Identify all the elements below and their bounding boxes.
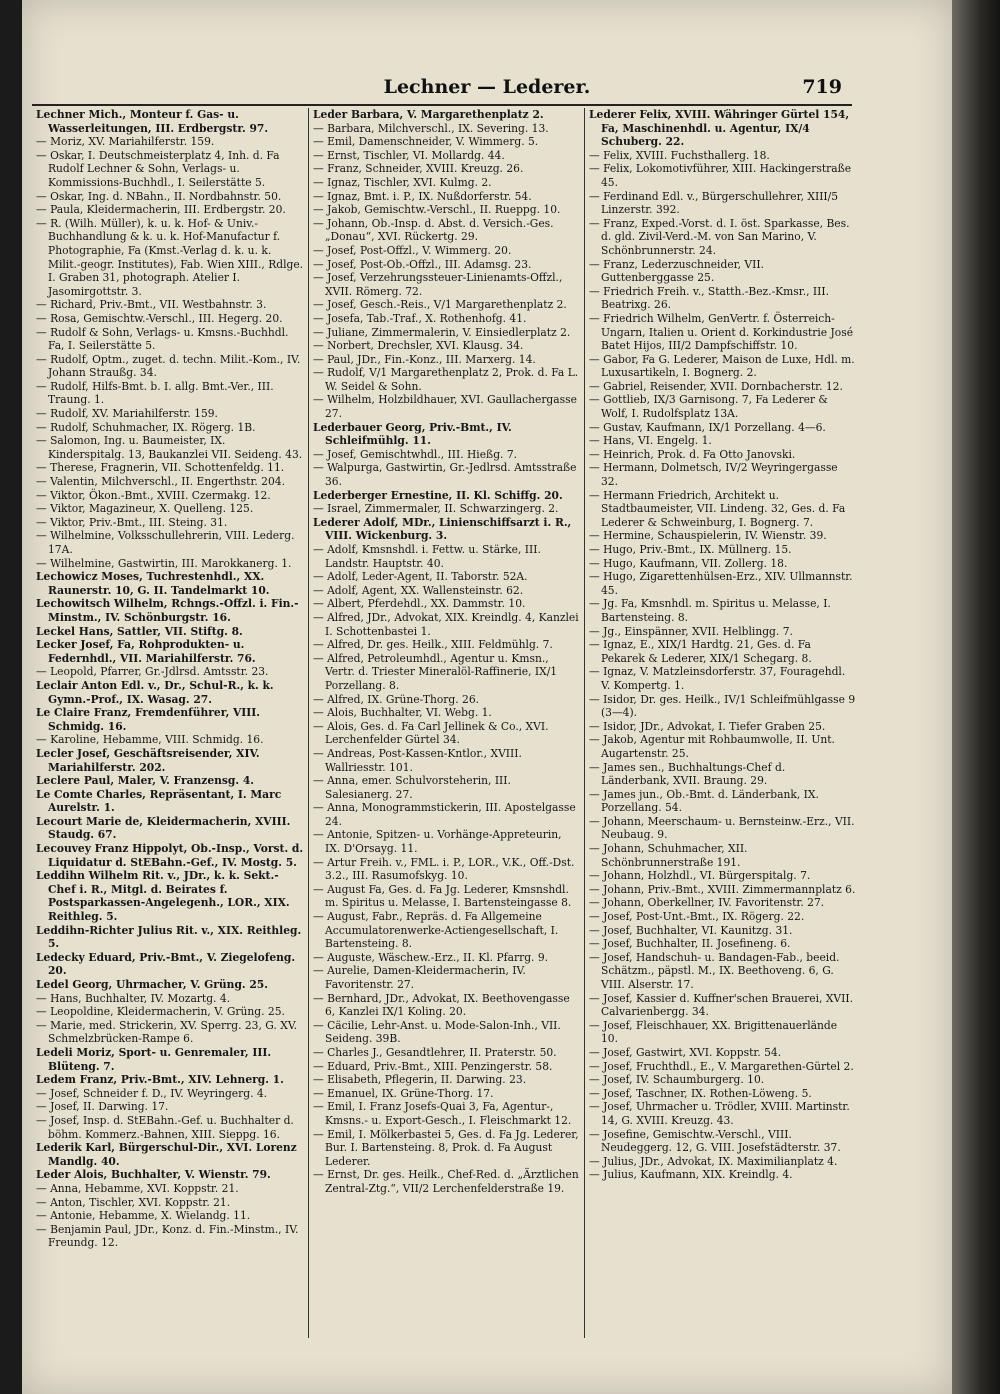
- directory-entry: — Ignaz, V. Matzleinsdorferstr. 37, Fouragehdl. V. Kompertg. 1.: [589, 665, 846, 692]
- directory-entry: — Hugo, Zigarettenhülsen-Erz., XIV. Ullmannstr. 45.: [589, 570, 853, 597]
- directory-entry: — Josef, Taschner, IX. Rothen-Löweng. 5.: [589, 1086, 812, 1100]
- directory-entry: — Felix, Lokomotivführer, XIII. Hackingerstraße 45.: [589, 162, 852, 189]
- directory-entry: Ledel Georg, Uhrmacher, V. Grüng. 25.: [36, 978, 268, 991]
- directory-entry: — Rudolf, XV. Mariahilferstr. 159.: [36, 407, 218, 421]
- directory-entry: — Julius, JDr., Advokat, IX. Maximilianplatz 4.: [589, 1154, 838, 1168]
- directory-entry: Lederer Adolf, MDr., Linienschiffsarzt i. R., VIII. Wickenburg. 3.: [313, 515, 572, 543]
- page-number: 719: [802, 76, 842, 98]
- directory-entry: — Ignaz, Bmt. i. P., IX. Nußdorferstr. 54.: [313, 189, 532, 203]
- directory-entry: — Anna, Monogrammstickerin, III. Apostelgasse 24.: [313, 801, 576, 828]
- directory-entry: — Adolf, Leder-Agent, II. Taborstr. 52A.: [313, 570, 528, 584]
- directory-entry: — Juliane, Zimmermalerin, V. Einsiedlerplatz 2.: [313, 325, 571, 339]
- directory-entry: Ledem Franz, Priv.-Bmt., XIV. Lehnerg. 1.: [36, 1073, 284, 1087]
- directory-entry: — Johann, Meerschaum- u. Bernsteinw.-Erz., VII. Neubaug. 9.: [589, 814, 855, 842]
- directory-entry: — Viktor, Ökon.-Bmt., XVIII. Czermakg. 12.: [36, 488, 271, 502]
- directory-entry: — Jg., Einspänner, XVII. Helblingg. 7.: [589, 624, 793, 638]
- directory-entry: — Hermann, Dolmetsch, IV/2 Weyringergasse 32.: [589, 461, 838, 489]
- directory-columns: [32, 108, 862, 1338]
- directory-entry: — Charles J., Gesandtlehrer, II. Praterstr. 50.: [313, 1045, 557, 1059]
- directory-entry: — Gabriel, Reisender, XVII. Dornbacherstr. 12.: [589, 379, 843, 393]
- directory-entry: — Josef, Verzehrungssteuer-Linienamts-Offzl., XVII. Römerg. 72.: [313, 271, 563, 298]
- directory-entry: Leclair Anton Edl. v., Dr., Schul-R., k. k. Gymn.-Prof., IX. Wasag. 27.: [36, 678, 274, 706]
- directory-entry: — Jg. Fa, Kmsnhdl. m. Spiritus u. Melasse, I. Bartensteing. 8.: [589, 597, 831, 624]
- directory-entry: Lederbauer Georg, Priv.-Bmt., IV. Schleifmühlg. 11.: [313, 420, 512, 448]
- directory-entry: — Josef, Fleischhauer, XX. Brigittenauerlände 10.: [589, 1018, 838, 1046]
- directory-entry: — Benjamin Paul, JDr., Konz. d. Fin.-Minstm., IV. Freundg. 12.: [36, 1222, 299, 1250]
- directory-entry: — Auguste, Wäschew.-Erz., II. Kl. Pfarrg. 9.: [313, 950, 549, 964]
- directory-entry: — James jun., Ob.-Bmt. d. Länderbank, IX. Porzellang. 54.: [589, 787, 819, 815]
- directory-entry: Lechowicz Moses, Tuchrestenhdl., XX. Raunerstr. 10, G. II. Tandelmarkt 10.: [36, 570, 270, 597]
- directory-entry: — Rudolf, Hilfs-Bmt. b. I. allg. Bmt.-Ver., III. Traung. 1.: [36, 379, 274, 407]
- directory-entry: — Norbert, Drechsler, XVI. Klausg. 34.: [313, 339, 524, 353]
- directory-entry: — Salomon, Ing. u. Baumeister, IX. Kinderspitalg. 13, Baukanzlei VII. Seideng. 43.: [36, 434, 303, 461]
- directory-entry: — Jakob, Agentur mit Rohbaumwolle, II. Unt. Augartenstr. 25.: [589, 733, 835, 760]
- directory-entry: — Josef, Gemischtwhdl., III. Hießg. 7.: [313, 447, 518, 461]
- directory-entry: — Bernhard, JDr., Advokat, IX. Beethovengasse 6, Kanzlei IX/1 Koling. 20.: [313, 991, 570, 1019]
- directory-entry: — Josef, Gesch.-Reis., V/1 Margarethenplatz 2.: [313, 298, 567, 312]
- directory-entry: — Ignaz, E., XIX/1 Hardtg. 21, Ges. d. Fa Pekarek & Lederer, XIX/1 Schegarg. 8.: [589, 638, 812, 665]
- directory-entry: — Rudolf, Schuhmacher, IX. Rögerg. 1B.: [36, 420, 256, 434]
- directory-entry: — Walpurga, Gastwirtin, Gr.-Jedlrsd. Amtsstraße 36.: [313, 461, 577, 489]
- directory-entry: — R. (Wilh. Müller), k. u. k. Hof- & Univ.-Buchhandlung & k. u. k. Hof-Manufactur f. Photographie, Fa (Kmst.-Verlag d. k. u. k. Milit.-geogr. Institutes), Fab. Wien XIII., Rdlge. I. Graben 31, photograph. Atelier I. Jasomirgottstr. 3.: [36, 216, 304, 298]
- directory-entry: — August Fa, Ges. d. Fa Jg. Lederer, Kmsnshdl. m. Spiritus u. Melasse, I. Bartensteingasse 8.: [313, 882, 572, 910]
- directory-entry: — Johann, Holzhdl., VI. Bürgerspitalg. 7.: [589, 869, 811, 883]
- directory-entry: — Oskar, Ing. d. NBahn., II. Nordbahnstr. 50.: [36, 189, 282, 203]
- directory-entry: — Josef, Uhrmacher u. Trödler, XVIII. Martinstr. 14, G. XVIII. Kreuzg. 43.: [589, 1100, 850, 1127]
- directory-entry: — Julius, Kaufmann, XIX. Kreindlg. 4.: [589, 1168, 793, 1182]
- directory-entry: — Josef, Gastwirt, XVI. Koppstr. 54.: [589, 1045, 782, 1059]
- directory-entry: Leder Barbara, V. Margarethenplatz 2.: [313, 108, 544, 121]
- directory-entry: — Hans, VI. Engelg. 1.: [589, 434, 712, 448]
- directory-column-middle: [308, 108, 584, 1338]
- directory-entry: — Emanuel, IX. Grüne-Thorg. 17.: [313, 1086, 494, 1100]
- directory-entry: — Albert, Pferdehdl., XX. Dammstr. 10.: [313, 597, 526, 611]
- directory-entry: Lecler Josef, Geschäftsreisender, XIV. Mariahilferstr. 202.: [36, 746, 260, 774]
- directory-entry: — Hermine, Schauspielerin, IV. Wienstr. 39.: [589, 529, 827, 543]
- running-head: Lechner — Lederer.: [383, 76, 591, 98]
- header-rule: [32, 104, 852, 106]
- directory-entry: — Valentin, Milchverschl., II. Engerthstr. 204.: [36, 475, 285, 489]
- directory-entry: — Ferdinand Edl. v., Bürgerschullehrer, XIII/5 Linzerstr. 392.: [589, 189, 839, 217]
- directory-entry: — Franz, Lederzuschneider, VII. Guttenberggasse 25.: [589, 257, 764, 285]
- directory-entry: — Josef, Handschuh- u. Bandagen-Fab., beeid. Schätzm., päpstl. M., IX. Beethoveng. 6, G. VIII. Alserstr. 17.: [589, 950, 840, 991]
- directory-entry: — Israel, Zimmermaler, II. Schwarzingerg. 2.: [313, 502, 559, 516]
- directory-entry: — Josef, Post-Ob.-Offzl., III. Adamsg. 23.: [313, 257, 532, 271]
- directory-entry: — Wilhelmine, Volksschullehrerin, VIII. Lederg. 17A.: [36, 529, 295, 556]
- directory-entry: — Josefine, Gemischtw.-Verschl., VIII. Neudeggerg. 12, G. VIII. Josefstädterstr. 37.: [589, 1127, 841, 1155]
- directory-entry: — Johann, Oberkellner, IV. Favoritenstr. 27.: [589, 896, 825, 910]
- directory-entry: — Gabor, Fa G. Lederer, Maison de Luxe, Hdl. m. Luxusartikeln, I. Bognerg. 2.: [589, 352, 855, 380]
- directory-entry: — Friedrich Wilhelm, GenVertr. f. Österreich-Ungarn, Italien u. Orient d. Korkindustrie José Batet Hijos, III/2 Dampfschiffstr. 10.: [589, 311, 854, 353]
- directory-entry: — Antonie, Spitzen- u. Vorhänge-Appreteurin, IX. D'Orsayg. 11.: [313, 828, 562, 856]
- directory-entry: Le Comte Charles, Repräsentant, I. Marc Aurelstr. 1.: [36, 787, 282, 815]
- directory-entry: — Josef, Buchhalter, II. Josefineng. 6.: [589, 937, 791, 951]
- directory-column-left: [32, 108, 308, 1338]
- directory-entry: Leder Alois, Buchhalter, V. Wienstr. 79.: [36, 1168, 271, 1182]
- directory-entry: — Gustav, Kaufmann, IX/1 Porzellang. 4—6.: [589, 420, 826, 434]
- directory-entry: — Eduard, Priv.-Bmt., XIII. Penzingerstr. 58.: [313, 1059, 553, 1073]
- directory-entry: — Emil, Damenschneider, V. Wimmerg. 5.: [313, 135, 539, 149]
- directory-entry: — Paula, Kleidermacherin, III. Erdbergstr. 20.: [36, 203, 286, 217]
- directory-entry: — Hugo, Priv.-Bmt., IX. Müllnerg. 15.: [589, 543, 792, 556]
- directory-entry: — Johann, Schuhmacher, XII. Schönbrunnerstraße 191.: [589, 842, 748, 869]
- directory-entry: — Franz, Schneider, XVIII. Kreuzg. 26.: [313, 162, 524, 176]
- directory-entry: — August, Fabr., Repräs. d. Fa Allgemeine Accumulatorenwerke-Actiengesellschaft, I. Bartensteing. 8.: [313, 910, 559, 951]
- directory-entry: Lecouvey Franz Hippolyt, Ob.-Insp., Vorst. d. Liquidatur d. StEBahn.-Gef., IV. Mostg. 5.: [36, 842, 304, 869]
- directory-entry: — Jakob, Gemischtw.-Verschl., II. Rueppg. 10.: [313, 203, 561, 217]
- directory-entry: — Antonie, Hebamme, X. Wielandg. 11.: [36, 1209, 251, 1223]
- directory-entry: — Josef, Kassier d. Kuffner'schen Brauerei, XVII. Calvarienbergg. 34.: [589, 991, 853, 1019]
- directory-entry: — Josefa, Tab.-Traf., X. Rothenhofg. 41.: [313, 311, 527, 325]
- directory-entry: — Wilhelmine, Gastwirtin, III. Marokkanerg. 1.: [36, 556, 292, 570]
- directory-entry: — Leopoldine, Kleidermacherin, V. Grüng. 25.: [36, 1005, 285, 1019]
- directory-entry: — Paul, JDr., Fin.-Konz., III. Marxerg. 14.: [313, 352, 536, 366]
- directory-entry: — Oskar, I. Deutschmeisterplatz 4, Inh. d. Fa Rudolf Lechner & Sohn, Verlags- u. Kommissions-Buchhdl., I. Seilerstätte 5.: [36, 148, 280, 189]
- directory-entry: — Johann, Priv.-Bmt., XVIII. Zimmermannplatz 6.: [589, 882, 856, 896]
- directory-entry: Leckel Hans, Sattler, VII. Stiftg. 8.: [36, 624, 243, 638]
- directory-entry: — Aurelie, Damen-Kleidermacherin, IV. Favoritenstr. 27.: [313, 964, 526, 991]
- directory-entry: — Hermann Friedrich, Architekt u. Stadtbaumeister, VII. Lindeng. 32, Ges. d. Fa Lederer & Schweinburg, I. Bognerg. 7.: [589, 488, 846, 529]
- directory-entry: — Therese, Fragnerin, VII. Schottenfeldg. 11.: [36, 461, 285, 475]
- directory-entry: Lederik Karl, Bürgerschul-Dir., XVI. Lorenz Mandlg. 40.: [36, 1141, 297, 1168]
- directory-entry: — Artur Freih. v., FML. i. P., LOR., V.K., Off.-Dst. 3.2., III. Rasumofskyg. 10.: [313, 855, 575, 883]
- directory-entry: Ledeli Moriz, Sport- u. Genremaler, III. Blüteng. 7.: [36, 1045, 272, 1073]
- directory-entry: — Josef, Post-Offzl., V. Wimmerg. 20.: [313, 243, 512, 257]
- directory-entry: — Ernst, Tischler, VI. Mollardg. 44.: [313, 148, 505, 162]
- directory-entry: — Josef, Schneider f. D., IV. Weyringerg. 4.: [36, 1086, 268, 1100]
- directory-entry: Ledecky Eduard, Priv.-Bmt., V. Ziegelofeng. 20.: [36, 950, 296, 978]
- directory-entry: — Rudolf, V/1 Margarethenplatz 2, Prok. d. Fa L. W. Seidel & Sohn.: [313, 366, 579, 393]
- directory-entry: — Johann, Ob.-Insp. d. Abst. d. Versich.-Ges. „Donau“, XVI. Rückertg. 29.: [313, 216, 554, 244]
- directory-entry: Lechner Mich., Monteur f. Gas- u. Wasserleitungen, III. Erdbergstr. 97.: [36, 108, 269, 135]
- directory-entry: Leddihn-Richter Julius Rit. v., XIX. Reithleg. 5.: [36, 923, 302, 951]
- directory-entry: — Anna, Hebamme, XVI. Koppstr. 21.: [36, 1181, 239, 1195]
- directory-entry: — Felix, XVIII. Fuchsthallerg. 18.: [589, 148, 770, 162]
- directory-entry: — Emil, I. Franz Josefs-Quai 3, Fa, Agentur-, Kmsns.- u. Export-Gesch., I. Fleischmarkt 12.: [313, 1100, 572, 1127]
- directory-entry: — Isidor, JDr., Advokat, I. Tiefer Graben 25.: [589, 719, 826, 733]
- directory-entry: — James sen., Buchhaltungs-Chef d. Länderbank, XVII. Braung. 29.: [589, 760, 786, 788]
- directory-entry: — Alfred, Petroleumhdl., Agentur u. Kmsn., Vertr. d. Triester Mineralöl-Raffinerie, IX/1 Porzellang. 8.: [313, 651, 558, 692]
- directory-entry: — Gottlieb, IX/3 Garnisong. 7, Fa Lederer & Wolf, I. Rudolfsplatz 13A.: [589, 393, 828, 421]
- directory-entry: — Adolf, Kmsnshdl. i. Fettw. u. Stärke, III. Landstr. Hauptstr. 40.: [313, 543, 541, 570]
- directory-entry: Lecker Josef, Fa, Rohprodukten- u. Federnhdl., VII. Mariahilferstr. 76.: [36, 638, 256, 665]
- directory-entry: Le Claire Franz, Fremdenführer, VIII. Schmidg. 16.: [36, 706, 261, 733]
- directory-entry: Lecourt Marie de, Kleidermacherin, XVIII. Staudg. 67.: [36, 814, 291, 842]
- directory-entry: — Andreas, Post-Kassen-Kntlor., XVIII. Wallriesstr. 101.: [313, 746, 522, 774]
- directory-entry: — Richard, Priv.-Bmt., VII. Westbahnstr. 3.: [36, 298, 267, 312]
- directory-entry: — Barbara, Milchverschl., IX. Severing. 13.: [313, 121, 549, 135]
- directory-entry: — Heinrich, Prok. d. Fa Otto Janovski.: [589, 447, 796, 461]
- directory-entry: — Josef, II. Darwing. 17.: [36, 1100, 169, 1114]
- directory-entry: Leclere Paul, Maler, V. Franzensg. 4.: [36, 774, 255, 788]
- book-page-edge: [952, 0, 1000, 1394]
- directory-entry: Lederer Felix, XVIII. Währinger Gürtel 154, Fa, Maschinenhdl. u. Agentur, IX/4 Schuberg. 22.: [589, 108, 850, 149]
- directory-entry: — Josef, Buchhalter, VI. Kaunitzg. 31.: [589, 923, 793, 937]
- directory-entry: Lechowitsch Wilhelm, Rchngs.-Offzl. i. Fin.-Minstm., IV. Schönburgstr. 16.: [36, 597, 299, 624]
- directory-entry: — Viktor, Magazineur, X. Quelleng. 125.: [36, 502, 254, 516]
- directory-entry: — Alfred, Dr. ges. Heilk., XIII. Feldmühlg. 7.: [313, 638, 553, 652]
- directory-entry: — Hugo, Kaufmann, VII. Zollerg. 18.: [589, 556, 788, 570]
- directory-entry: — Franz, Exped.-Vorst. d. I. öst. Sparkasse, Bes. d. gld. Zivil-Verd.-M. von San Marino, V. Schönbrunnerstr. 24.: [589, 216, 850, 257]
- directory-entry: — Friedrich Freih. v., Statth.-Bez.-Kmsr., III. Beatrixg. 26.: [589, 284, 829, 312]
- directory-entry: — Adolf, Agent, XX. Wallensteinstr. 62.: [313, 583, 524, 597]
- directory-entry: — Cäcilie, Lehr-Anst. u. Mode-Salon-Inh., VII. Seideng. 39B.: [313, 1018, 561, 1046]
- directory-entry: — Ernst, Dr. ges. Heilk., Chef-Red. d. „Ärztlichen Zentral-Ztg.“, VII/2 Lerchenfelderstraße 19.: [313, 1168, 579, 1195]
- directory-entry: — Alois, Ges. d. Fa Carl Jellinek & Co., XVI. Lerchenfelder Gürtel 34.: [313, 719, 549, 747]
- directory-entry: — Alfred, JDr., Advokat, XIX. Kreindlg. 4, Kanzlei I. Schottenbastei 1.: [313, 610, 579, 638]
- directory-entry: — Karoline, Hebamme, VIII. Schmidg. 16.: [36, 733, 264, 747]
- directory-entry: — Isidor, Dr. ges. Heilk., IV/1 Schleifmühlgasse 9 (3—4).: [589, 692, 856, 720]
- directory-entry: — Josef, Insp. d. StEBahn.-Gef. u. Buchhalter d. böhm. Kommerz.-Bahnen, XIII. Sieppg. 16.: [36, 1113, 294, 1141]
- directory-entry: — Josef, IV. Schaumburgerg. 10.: [589, 1073, 765, 1087]
- directory-entry: — Alois, Buchhalter, VI. Webg. 1.: [313, 706, 492, 720]
- directory-entry: — Leopold, Pfarrer, Gr.-Jdlrsd. Amtsstr. 23.: [36, 665, 269, 679]
- directory-entry: — Anna, emer. Schulvorsteherin, III. Salesianerg. 27.: [313, 774, 511, 801]
- directory-column-right: [584, 108, 860, 1338]
- directory-entry: — Elisabeth, Pflegerin, II. Darwing. 23.: [313, 1073, 527, 1087]
- directory-entry: — Rudolf, Optm., zuget. d. techn. Milit.-Kom., IV. Johann Straußg. 34.: [36, 352, 301, 380]
- directory-entry: — Wilhelm, Holzbildhauer, XVI. Gaullachergasse 27.: [313, 393, 577, 421]
- directory-entry: — Ignaz, Tischler, XVI. Kulmg. 2.: [313, 175, 492, 189]
- directory-entry: — Rosa, Gemischtw.-Verschl., III. Hegerg. 20.: [36, 311, 283, 325]
- directory-entry: Leddihn Wilhelm Rit. v., JDr., k. k. Sekt.-Chef i. R., Mitgl. d. Beirates f. Postsparkassen-Angelegenh., LOR., XIX. Reithleg. 5.: [36, 869, 290, 924]
- directory-entry: — Anton, Tischler, XVI. Koppstr. 21.: [36, 1195, 231, 1209]
- directory-entry: — Marie, med. Strickerin, XV. Sperrg. 23, G. XV. Schmelzbrücken-Rampe 6.: [36, 1018, 298, 1046]
- directory-entry: — Rudolf & Sohn, Verlags- u. Kmsns.-Buchhdl. Fa, I. Seilerstätte 5.: [36, 325, 289, 353]
- directory-entry: — Moriz, XV. Mariahilferstr. 159.: [36, 135, 215, 149]
- directory-entry: — Hans, Buchhalter, IV. Mozartg. 4.: [36, 991, 231, 1005]
- directory-entry: — Josef, Post-Unt.-Bmt., IX. Rögerg. 22.: [589, 910, 805, 924]
- directory-entry: — Emil, I. Mölkerbastei 5, Ges. d. Fa Jg. Lederer, Bur. I. Bartensteing. 8, Prok. d. Fa August Lederer.: [313, 1127, 579, 1168]
- directory-entry: — Josef, Fruchthdl., E., V. Margarethen-Gürtel 2.: [589, 1059, 854, 1073]
- directory-entry: Lederberger Ernestine, II. Kl. Schiffg. 20.: [313, 488, 563, 502]
- directory-entry: — Viktor, Priv.-Bmt., III. Steing. 31.: [36, 515, 228, 529]
- directory-entry: — Alfred, IX. Grüne-Thorg. 26.: [313, 692, 480, 706]
- book-page: [22, 0, 952, 1394]
